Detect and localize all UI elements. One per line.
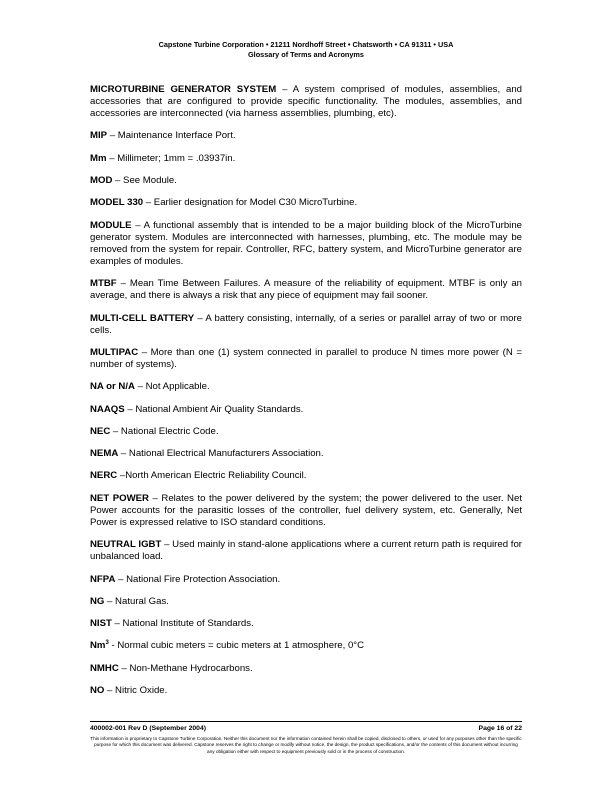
- glossary-entry: [90, 663, 522, 675]
- glossary-entry: [90, 618, 522, 630]
- entry-definition: – A system comprised of modules, assemblies, and accessories that are configured to provide specific functionality. The modules, assemblies, and accessories are interconnected (via harness assemblies, plumbing, etc).: [90, 84, 522, 120]
- document-id: 400002-001 Rev D (September 2004): [90, 725, 206, 732]
- entry-definition: –North American Electric Reliability Council.: [117, 470, 307, 482]
- entry-definition: – Mean Time Between Failures. A measure of the reliability of equipment. MTBF is only an average, and there is always a risk that any piece of equipment may fail sooner.: [90, 278, 522, 302]
- entry-definition: – National Ambient Air Quality Standards.: [124, 403, 304, 415]
- entry-term: MODULE: [90, 219, 132, 231]
- entry-term: MULTIPAC: [90, 346, 139, 358]
- glossary-entry: [90, 685, 522, 697]
- entry-term: MTBF: [90, 278, 117, 290]
- glossary-entry: [90, 470, 522, 482]
- glossary-entry: [90, 426, 522, 438]
- entry-term: NA or N/A: [90, 381, 135, 393]
- proprietary-disclaimer: This information is proprietary to Capstone Turbine Corporation. Neither this document nor the information contained herein shall be copied, disclosed to others, or used for any purposes other than the specific purpose for which this document was delivered. Capstone reserves the right to change or modify without notice, the design, the product specifications, and/or the contents of this document without incurring any obligation either with respect to equipment previously sold or in the process of construction.: [90, 736, 522, 754]
- page-number: Page 16 of 22: [478, 725, 522, 732]
- entry-definition: - Normal cubic meters = cubic meters at 1 atmosphere, 0°C: [108, 640, 365, 652]
- entry-definition: – Earlier designation for Model C30 MicroTurbine.: [143, 197, 358, 209]
- entry-definition: – National Fire Protection Association.: [115, 573, 281, 585]
- glossary-entry: [90, 404, 522, 416]
- glossary-entry: [90, 130, 522, 142]
- entry-definition: – Natural Gas.: [104, 595, 169, 607]
- entry-definition: – A functional assembly that is intended to be a major building block of the MicroTurbine generator system. Modules are interconnected with harnesses, plumbing, etc. The module may be removed from the system for repair. Controller, RFC, battery system, and MicroTurbine generator are examples of modules.: [90, 219, 522, 267]
- glossary-content: [90, 84, 522, 707]
- entry-term: NAAQS: [90, 403, 125, 415]
- glossary-entry: [90, 313, 522, 337]
- glossary-entry: [90, 84, 522, 120]
- entry-term: Mm: [90, 152, 107, 164]
- entry-definition: – Maintenance Interface Port.: [107, 130, 236, 142]
- glossary-entry: [90, 347, 522, 371]
- glossary-entry: [90, 574, 522, 586]
- entry-term: MICROTURBINE GENERATOR SYSTEM: [90, 84, 277, 95]
- entry-definition: – Nitric Oxide.: [104, 684, 168, 696]
- glossary-entry: [90, 381, 522, 393]
- entry-definition: – National Electrical Manufacturers Association.: [118, 448, 324, 460]
- entry-definition: – A battery consisting, internally, of a series or parallel array of two or more cells.: [90, 312, 522, 336]
- footer-row: [90, 724, 522, 733]
- entry-term: Nm: [90, 640, 106, 652]
- header-title: Glossary of Terms and Acronyms: [248, 50, 364, 59]
- entry-definition: – See Module.: [112, 175, 177, 187]
- entry-definition: – National Electric Code.: [110, 425, 219, 437]
- entry-term: MODEL 330: [90, 197, 144, 209]
- entry-term: NIST: [90, 618, 112, 630]
- entry-term: NEUTRAL IGBT: [90, 539, 162, 551]
- header-company-line: Capstone Turbine Corporation • 21211 Nordhoff Street • Chatsworth • CA 91311 • USA: [158, 40, 454, 49]
- entry-definition: – Non-Methane Hydrocarbons.: [118, 662, 253, 674]
- entry-definition: – Millimeter; 1mm = .03937in.: [106, 152, 236, 164]
- entry-term: NFPA: [90, 573, 116, 585]
- entry-term: NEC: [90, 425, 111, 437]
- entry-definition: – National Institute of Standards.: [111, 618, 254, 630]
- glossary-entry: [90, 220, 522, 268]
- glossary-entry: [90, 197, 522, 209]
- glossary-entry: [90, 493, 522, 529]
- entry-term: NERC: [90, 470, 118, 482]
- entry-superscript: 3: [105, 640, 109, 647]
- page-header: [0, 40, 612, 60]
- glossary-entry: [90, 539, 522, 563]
- entry-term: NG: [90, 595, 105, 607]
- entry-term: MOD: [90, 175, 113, 187]
- entry-definition: – More than one (1) system connected in parallel to produce N times more power (N = number of systems).: [90, 346, 522, 370]
- glossary-entry: [90, 596, 522, 608]
- entry-term: MIP: [90, 130, 108, 142]
- glossary-entry: [90, 278, 522, 302]
- glossary-entry: [90, 153, 522, 165]
- entry-term: NO: [90, 684, 105, 696]
- entry-definition: – Not Applicable.: [134, 381, 210, 393]
- entry-definition: – Relates to the power delivered by the system; the power delivered to the user. Net Power accounts for the parasitic losses of the controller, fuel delivery system, etc. Generally, Net Power is expressed relative to ISO standard conditions.: [90, 492, 522, 528]
- entry-term: NEMA: [90, 448, 119, 460]
- page-footer: [90, 721, 522, 755]
- entry-term: NET POWER: [90, 492, 149, 504]
- glossary-entry: [90, 640, 522, 652]
- entry-term: NMHC: [90, 662, 119, 674]
- entry-term: MULTI-CELL BATTERY: [90, 312, 195, 324]
- entry-definition: – Used mainly in stand-alone applications where a current return path is required for unbalanced load.: [90, 539, 522, 563]
- glossary-entry: [90, 175, 522, 187]
- glossary-entry: [90, 448, 522, 460]
